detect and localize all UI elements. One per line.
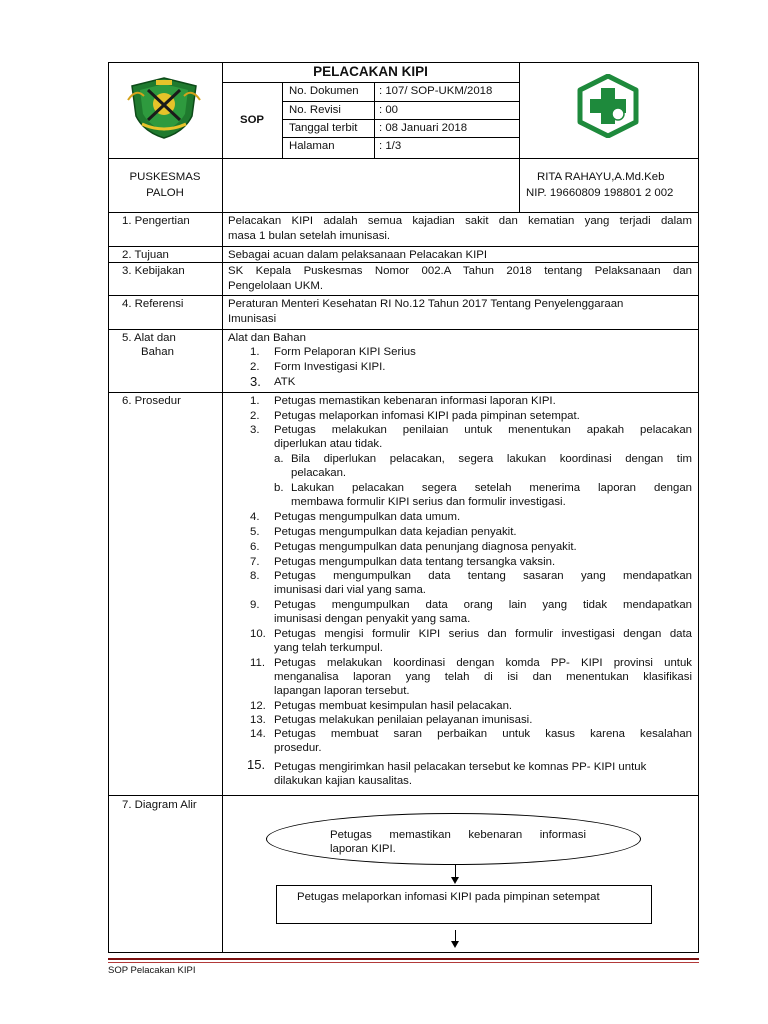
puskesmas-logo-icon [570, 74, 646, 138]
document-title: PELACAKAN KIPI [313, 64, 428, 79]
prosedur-step-9-line-1: Petugas mengumpulkan data orang lain yang tidak mendapatkan [274, 599, 692, 611]
prosedur-step-14-line-2: prosedur. [274, 742, 322, 754]
alat-item-num-1: 1. [250, 346, 260, 358]
prosedur-substep-b-line-2: membawa formulir KIPI serius dan formulir investigasi. [291, 496, 566, 508]
prosedur-step-num-9: 9. [250, 599, 260, 611]
prosedur-step-14-line-1: Petugas membuat saran perbaikan untuk kasus karena kesalahan [274, 728, 692, 740]
prosedur-substep-num-a: a. [274, 453, 284, 465]
flow-arrowhead-1 [451, 877, 459, 884]
prosedur-step-num-8: 8. [250, 570, 260, 582]
prosedur-step-12-line-1: Petugas membuat kesimpulan hasil pelacakan. [274, 700, 513, 712]
meta-label-no-revisi: No. Revisi [289, 104, 341, 116]
prosedur-step-3-line-2: diperlukan atau tidak. [274, 438, 383, 450]
referensi-line-1: Peraturan Menteri Kesehatan RI No.12 Tahun 2017 Tentang Penyelenggaraan [228, 298, 624, 310]
prosedur-step-8-line-1: Petugas mengumpulkan data tentang sasaran yang mendapatkan [274, 570, 692, 582]
prosedur-substep-a-line-2: pelacakan. [291, 467, 347, 479]
prosedur-step-15-line-1: Petugas mengirimkan hasil pelacakan tersebut ke komnas PP- KIPI untuk [274, 761, 647, 773]
header-row-line [108, 158, 699, 159]
meta-row-line-1 [282, 101, 519, 102]
sop-cell-divider [282, 82, 283, 158]
flow-step-text: Petugas melaporkan infomasi KIPI pada pimpinan setempat [297, 891, 600, 903]
section-label-diagram: 7. Diagram Alir [122, 799, 197, 811]
prosedur-step-9-line-2: imunisasi dengan penyakit yang sama. [274, 613, 471, 625]
header-divider-logo [222, 62, 223, 212]
meta-label-no-dokumen: No. Dokumen [289, 85, 359, 97]
section-label-prosedur: 6. Prosedur [122, 395, 181, 407]
header-divider-right [519, 62, 520, 212]
prosedur-step-1-line-1: Petugas memastikan kebenaran informasi laporan KIPI. [274, 395, 556, 407]
prosedur-step-4-line-1: Petugas mengumpulkan data umum. [274, 511, 461, 523]
prosedur-step-num-3: 3. [250, 424, 260, 436]
footer-text: SOP Pelacakan KIPI [108, 965, 196, 976]
prosedur-step-2-line-1: Petugas melaporkan infomasi KIPI pada pimpinan setempat. [274, 410, 580, 422]
meta-value-halaman: : 1/3 [379, 140, 402, 152]
pengertian-line-1: Pelacakan KIPI adalah semua kajadian sakit dan kematian yang terjadi dalam [228, 215, 692, 227]
tujuan-line-1: Sebagai acuan dalam pelaksanaan Pelacakan KIPI [228, 249, 488, 261]
row-line-kebijakan [108, 262, 699, 263]
alat-item-1: Form Pelaporan KIPI Serius [274, 346, 416, 358]
prosedur-substep-a-line-1: Bila diperlukan pelacakan, segera lakukan koordinasi dengan tim [291, 453, 692, 465]
meta-value-no-dokumen: : 107/ SOP-UKM/2018 [379, 85, 493, 97]
prosedur-step-num-7: 7. [250, 556, 260, 568]
meta-value-tanggal-terbit: : 08 Januari 2018 [379, 122, 468, 134]
section-label-kebijakan: 3. Kebijakan [122, 265, 185, 277]
kebijakan-line-2: Pengelolaan UKM. [228, 280, 323, 292]
alat-item-num-2: 2. [250, 361, 260, 373]
section-label-alat-2: Bahan [141, 346, 174, 358]
prosedur-step-6-line-1: Petugas mengumpulkan data penunjang diagnosa penyakit. [274, 541, 577, 553]
signer-name: RITA RAHAYU,A.Md.Keb [537, 171, 665, 183]
row-line-referensi [108, 295, 699, 296]
title-divider [222, 82, 519, 83]
referensi-line-2: Imunisasi [228, 313, 277, 325]
regional-emblem-icon [126, 76, 202, 140]
flow-arrowhead-2 [451, 941, 459, 948]
prosedur-step-15-line-2: dilakukan kajian kausalitas. [274, 775, 413, 787]
row-line-diagram [108, 795, 699, 796]
footer-rule-dark [108, 958, 699, 960]
prosedur-step-11-line-3: lapangan laporan tersebut. [274, 685, 410, 697]
signer-nip: NIP. 19660809 198801 2 002 [526, 187, 674, 199]
prosedur-step-10-line-2: yang telah terkumpul. [274, 642, 383, 654]
meta-row-line-3 [282, 137, 519, 138]
meta-value-no-revisi: : 00 [379, 104, 398, 116]
alat-item-2: Form Investigasi KIPI. [274, 361, 386, 373]
prosedur-substep-num-b: b. [274, 482, 284, 494]
prosedur-step-10-line-1: Petugas mengisi formulir KIPI serius dan formulir investigasi dengan data [274, 628, 692, 640]
row-line-pengertian [108, 212, 699, 213]
kebijakan-line-1: SK Kepala Puskesmas Nomor 002.A Tahun 2018 tentang Pelaksanaan dan [228, 265, 692, 277]
prosedur-step-num-4: 4. [250, 511, 260, 523]
section-label-tujuan: 2. Tujuan [122, 249, 169, 261]
prosedur-step-num-12: 12. [250, 700, 266, 712]
meta-row-line-2 [282, 119, 519, 120]
prosedur-step-13-line-1: Petugas melakukan penilaian pelayanan imunisasi. [274, 714, 533, 726]
meta-label-divider [374, 82, 375, 158]
prosedur-step-num-6: 6. [250, 541, 260, 553]
alat-heading: Alat dan Bahan [228, 332, 306, 344]
prosedur-step-num-11: 11. [250, 657, 265, 669]
prosedur-step-num-5: 5. [250, 526, 260, 538]
meta-label-tanggal-terbit: Tanggal terbit [289, 122, 358, 134]
row-line-tujuan [108, 246, 699, 247]
prosedur-step-num-1: 1. [250, 395, 260, 407]
row-line-prosedur [108, 392, 699, 393]
footer-rule-light [108, 962, 699, 963]
prosedur-step-3-line-1: Petugas melakukan penilaian untuk menentukan apakah pelacakan [274, 424, 692, 436]
prosedur-step-8-line-2: imunisasi dari vial yang sama. [274, 584, 426, 596]
section-label-referensi: 4. Referensi [122, 298, 184, 310]
section-label-pengertian: 1. Pengertian [122, 215, 190, 227]
prosedur-step-11-line-2: menganalisa laporan yang telah di isi dan menentukan klasifikasi [274, 671, 692, 683]
prosedur-substep-b-line-1: Lakukan pelacakan segera setelah menerima laporan dengan [291, 482, 692, 494]
body-column-divider [222, 212, 223, 953]
alat-item-3: ATK [274, 376, 296, 388]
alat-item-num-3: 3. [250, 374, 261, 389]
meta-label-halaman: Halaman [289, 140, 335, 152]
row-line-alat [108, 329, 699, 330]
pengertian-line-2: masa 1 bulan setelah imunisasi. [228, 230, 391, 242]
flow-start-line-2: laporan KIPI. [330, 843, 396, 855]
prosedur-step-num-2: 2. [250, 410, 260, 422]
sop-label: SOP [239, 114, 265, 126]
org-name-line-1: PUSKESMAS [129, 171, 201, 183]
section-label-alat-1: 5. Alat dan [122, 332, 176, 344]
prosedur-step-11-line-1: Petugas melakukan koordinasi dengan komda PP- KIPI provinsi untuk [274, 657, 692, 669]
prosedur-step-5-line-1: Petugas mengumpulkan data kejadian penyakit. [274, 526, 517, 538]
prosedur-step-7-line-1: Petugas mengumpulkan data tentang tersangka vaksin. [274, 556, 556, 568]
prosedur-step-num-13: 13. [250, 714, 266, 726]
org-name-line-2: PALOH [146, 187, 184, 199]
prosedur-step-num-14: 14. [250, 728, 266, 740]
prosedur-step-num-10: 10. [250, 628, 266, 640]
prosedur-step-num-15: 15. [247, 757, 266, 772]
flow-start-line-1: Petugas memastikan kebenaran informasi [330, 829, 586, 841]
